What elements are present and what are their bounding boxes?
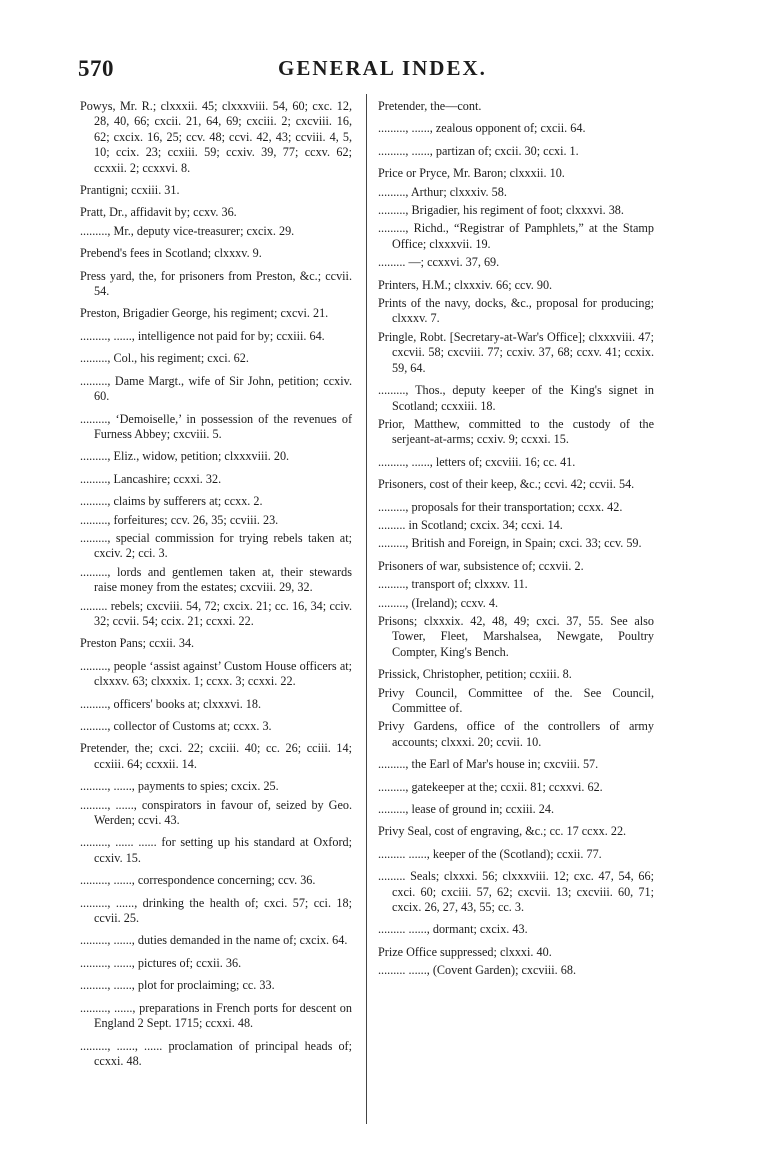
index-entry: ........., lease of ground in; ccxiii. 24. xyxy=(378,802,555,817)
index-entry: Prize Office suppressed; clxxxi. 40. xyxy=(378,944,552,959)
index-entry: ........., ......, correspondence concerning; ccv. 36. xyxy=(80,873,316,888)
index-entry: ......... —; ccxxvi. 37, 69. xyxy=(378,255,500,270)
index-entry: Prior, Matthew, committed to the custody of the serjeant-at-arms; ccxiv. 9; ccxxi. 15. xyxy=(378,416,654,447)
index-entry: ........., ......, preparations in French ports for descent on England 2 Sept. 1715; ccxxi. 48. xyxy=(80,1000,352,1031)
right-column xyxy=(378,99,654,982)
index-entry: ........., ......, conspirators in favour of, seized by Geo. Werden; ccvi. 43. xyxy=(80,797,352,828)
index-entry: ......... in Scotland; cxcix. 34; ccxi. 14. xyxy=(378,517,563,532)
index-entry: ........., ......, zealous opponent of; cxcii. 64. xyxy=(378,121,586,136)
index-entry: Pretender, the; cxci. 22; cxciii. 40; cc. 26; cciii. 14; ccxiii. 64; ccxxii. 14. xyxy=(80,741,352,771)
index-entry: Privy Gardens, office of the controllers of army accounts; clxxxi. 20; ccvii. 10. xyxy=(378,719,654,749)
index-entry: ........., special commission for trying rebels taken at; cxciv. 2; cci. 3. xyxy=(80,530,352,561)
index-entry: ........., the Earl of Mar's house in; cxcviii. 57. xyxy=(378,757,599,772)
index-entry: Prissick, Christopher, petition; ccxiii. 8. xyxy=(378,667,572,682)
index-entry: ........., (Ireland); ccxv. 4. xyxy=(378,595,499,610)
index-entry: ........., Lancashire; ccxxi. 32. xyxy=(80,471,222,486)
index-entry: ........., Eliz., widow, petition; clxxxviii. 20. xyxy=(80,449,290,464)
index-entry: ........., ......, payments to spies; cxcix. 25. xyxy=(80,779,279,794)
page-header xyxy=(78,56,686,86)
index-entry: ........., ......, pictures of; ccxii. 36. xyxy=(80,955,242,970)
index-entry: Prebend's fees in Scotland; clxxxv. 9. xyxy=(80,246,262,261)
index-entry: ........., proposals for their transportation; ccxx. 42. xyxy=(378,499,623,514)
index-entry: ........., ......, partizan of; cxcii. 30; ccxi. 1. xyxy=(378,143,579,158)
index-entry: ........., ......, intelligence not paid for by; ccxiii. 64. xyxy=(80,328,325,343)
index-entry: ........., transport of; clxxxv. 11. xyxy=(378,577,528,592)
index-entry: ........., ......, duties demanded in the name of; cxcix. 64. xyxy=(80,933,348,948)
index-entry: Privy Council, Committee of the. See Council, Committee of. xyxy=(378,685,654,715)
index-entry: ......... rebels; cxcviii. 54, 72; cxcix. 21; cc. 16, 34; cciv. 32; ccvii. 54; ccix. 21; ccxxi. 22. xyxy=(80,598,352,628)
index-entry: ........., forfeitures; ccv. 26, 35; ccviii. 23. xyxy=(80,512,279,527)
index-entry: Press yard, the, for prisoners from Preston, &c.; ccvii. 54. xyxy=(80,268,352,299)
index-entry: Prints of the navy, docks, &c., proposal for producing; clxxxv. 7. xyxy=(378,296,654,326)
column-divider xyxy=(366,94,367,1124)
index-entry: ........., ......, ...... proclamation of principal heads of; ccxxi. 48. xyxy=(80,1038,352,1068)
index-entry: ........., claims by sufferers at; ccxx. 2. xyxy=(80,494,263,509)
index-entry: ......... ......, keeper of the (Scotland); ccxii. 77. xyxy=(378,846,602,861)
index-entry: ........., ‘Demoiselle,’ in possession of the revenues of Furness Abbey; cxcviii. 5. xyxy=(80,411,352,441)
index-entry: Pringle, Robt. [Secretary-at-War's Office]; clxxxviii. 47; cxcvii. 58; cxcviii. 77; ccxiv. 37, 68; ccxv. 41; ccxix. 59, 64. xyxy=(378,329,654,375)
index-entry: ........., Thos., deputy keeper of the King's signet in Scotland; ccxxiii. 18. xyxy=(378,383,654,413)
index-entry: ........., officers' books at; clxxxvi. 18. xyxy=(80,696,262,711)
index-entry: ......... ......, dormant; cxcix. 43. xyxy=(378,922,528,937)
running-title: GENERAL INDEX. xyxy=(278,56,487,80)
index-entry: ........., British and Foreign, in Spain; cxci. 33; ccv. 59. xyxy=(378,536,642,551)
index-entry: ........., Col., his regiment; cxci. 62. xyxy=(80,351,249,366)
index-entry: Prisoners, cost of their keep, &c.; ccvi. 42; ccvii. 54. xyxy=(378,477,635,492)
index-entry: ........., ......, drinking the health of; cxci. 57; cci. 18; ccvii. 25. xyxy=(80,895,352,926)
index-entry: ........., Dame Margt., wife of Sir John, petition; ccxiv. 60. xyxy=(80,373,352,404)
index-entry: ........., ......, letters of; cxcviii. 16; cc. 41. xyxy=(378,454,576,469)
index-entry: ........., Arthur; clxxxiv. 58. xyxy=(378,184,507,199)
index-entry: ........., ...... ...... for setting up his standard at Oxford; ccxiv. 15. xyxy=(80,835,352,865)
left-column xyxy=(80,99,352,1072)
index-entry: Prantigni; ccxiii. 31. xyxy=(80,183,180,198)
index-entry: Pretender, the—cont. xyxy=(378,99,482,113)
page-number: 570 xyxy=(78,56,114,81)
index-entry: ........., ......, plot for proclaiming; cc. 33. xyxy=(80,978,275,993)
index-entry: ........., collector of Customs at; ccxx. 3. xyxy=(80,719,272,733)
index-entry: ........., gatekeeper at the; ccxii. 81; ccxxvi. 62. xyxy=(378,779,603,794)
index-entry: ......... Seals; clxxxi. 56; clxxxviii. 12; cxc. 47, 54, 66; cxci. 60; cxciii. 57, 62; cxcvii. 13; cxcviii. 60, 71; cxcix. 26, 27, 43, 55; cc. 3. xyxy=(378,869,654,915)
index-entry: Printers, H.M.; clxxxiv. 66; ccv. 90. xyxy=(378,277,553,292)
index-entry: Price or Pryce, Mr. Baron; clxxxii. 10. xyxy=(378,166,565,181)
index-entry: ........., people ‘assist against’ Custom House officers at; clxxxv. 63; clxxxix. 1; ccxx. 3; ccxxi. 22. xyxy=(80,658,352,689)
index-entry: ........., Richd., “Registrar of Pamphlets,” at the Stamp Office; clxxxvii. 19. xyxy=(378,221,654,251)
index-entry: Pratt, Dr., affidavit by; ccxv. 36. xyxy=(80,205,237,220)
index-entry: Powys, Mr. R.; clxxxii. 45; clxxxviii. 54, 60; cxc. 12, 28, 40, 66; cxcii. 21, 64, 69; cxciii. 2; cxcviii. 16, 62; cxcix. 16, 25; ccv. 48; ccvi. 42, 43; ccviii. 4, 5, 10; ccix. 23; ccxiii. 59; ccxiv. 39, 77; ccxv. 62; ccxxii. 2; ccxxvi. 8. xyxy=(80,99,352,175)
index-entry: Preston, Brigadier George, his regiment; cxcvi. 21. xyxy=(80,306,329,321)
index-entry: ........., Brigadier, his regiment of foot; clxxxvi. 38. xyxy=(378,203,624,218)
index-entry: Privy Seal, cost of engraving, &c.; cc. 17 ccxx. 22. xyxy=(378,824,627,839)
index-entry: ......... ......, (Covent Garden); cxcviii. 68. xyxy=(378,963,577,978)
index-entry: ........., Mr., deputy vice-treasurer; cxcix. 29. xyxy=(80,223,295,238)
index-entry: Prisoners of war, subsistence of; ccxvii. 2. xyxy=(378,558,584,573)
index-entry: Prisons; clxxxix. 42, 48, 49; cxci. 37, 55. See also Tower, Fleet, Marshalsea, Newgate, Poultry Compter, King's Bench. xyxy=(378,613,654,659)
index-entry: ........., lords and gentlemen taken at, their stewards raise money from the estates; cxcviii. 29, 32. xyxy=(80,564,352,595)
index-entry: Preston Pans; ccxii. 34. xyxy=(80,636,195,651)
